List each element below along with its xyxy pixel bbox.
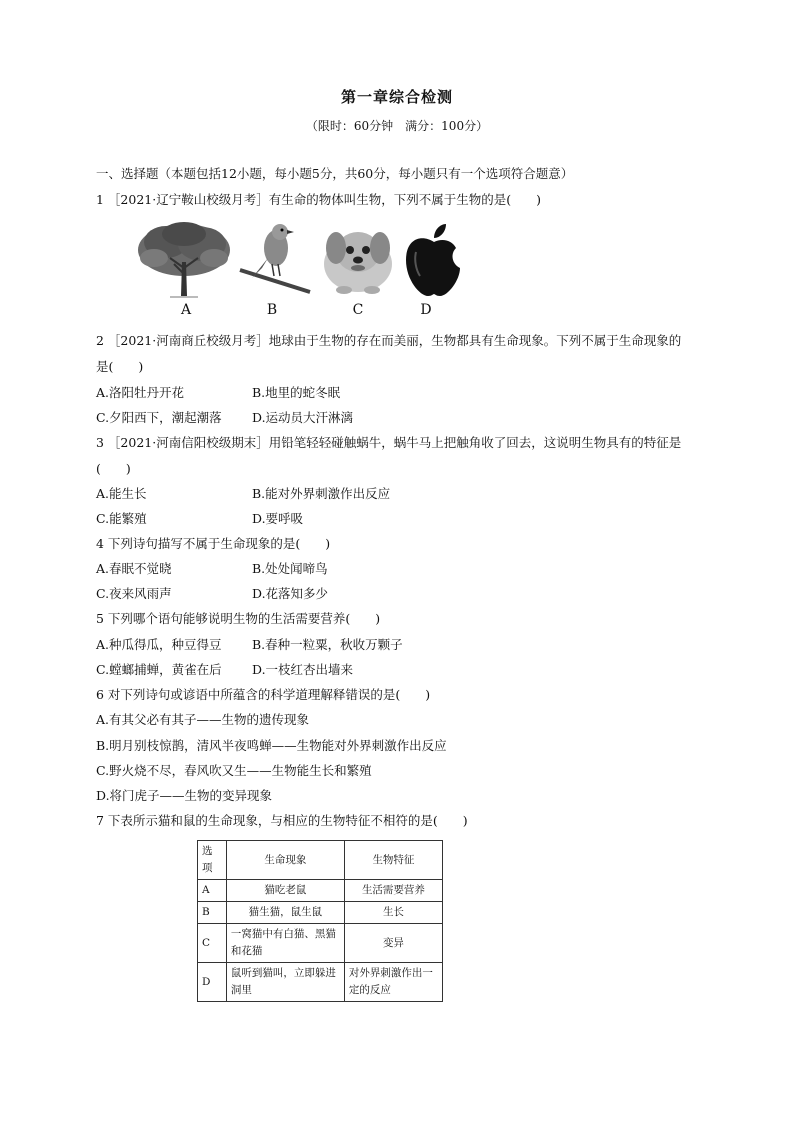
table-cell: 对外界刺激作出一定的反应 (344, 963, 442, 1002)
q6-stem: 6 对下列诗句或谚语中所蕴含的科学道理解释错误的是( ) (96, 687, 431, 702)
q2-option-c: C.夕阳西下，潮起潮落 (96, 410, 222, 425)
q2-option-b: B.地里的蛇冬眠 (252, 385, 341, 400)
q1-option-c-label: C (352, 302, 364, 318)
q4-option-c: C.夜来风雨声 (96, 586, 172, 601)
table-cell: 猫吃老鼠 (226, 880, 344, 902)
q1-option-a-image (134, 218, 218, 318)
q5-option-d: D.一枝红杏出墙来 (252, 662, 354, 677)
q1-option-b-image (238, 218, 322, 318)
table-cell: C (198, 924, 227, 963)
section-heading: 一、选择题（本题包括12小题，每小题5分，共60分，每小题只有一个选项符合题意） (96, 166, 574, 181)
table-cell: 生活需要营养 (344, 880, 442, 902)
table-cell: 生长 (344, 902, 442, 924)
q6-option-d: D.将门虎子——生物的变异现象 (96, 788, 273, 803)
q7-stem: 7 下表所示猫和鼠的生命现象，与相应的生物特征不相符的是( ) (96, 813, 468, 828)
q1-option-d-image (402, 218, 486, 318)
q3-option-c: C.能繁殖 (96, 511, 147, 526)
q5-stem: 5 下列哪个语句能够说明生物的生活需要营养( ) (96, 611, 381, 626)
q4-option-a: A.春眠不觉晓 (96, 561, 172, 576)
q1-option-b-label: B (266, 302, 278, 318)
q7-table (197, 840, 443, 1002)
table-row (198, 880, 443, 902)
table-header-cell: 生命现象 (226, 841, 344, 880)
tree-icon (134, 218, 234, 300)
dog-icon (320, 218, 396, 298)
bird-icon (238, 218, 312, 298)
q4-stem: 4 下列诗句描写不属于生命现象的是( ) (96, 536, 331, 551)
table-header-row (198, 841, 443, 880)
table-row (198, 963, 443, 1002)
q3-option-a: A.能生长 (96, 486, 147, 501)
q1-option-d-label: D (420, 302, 432, 318)
q6-option-a: A.有其父必有其子——生物的遗传现象 (96, 712, 310, 727)
time-limit-subtitle: （限时：60分钟 满分：100分） (305, 119, 489, 133)
q1-image-row (134, 218, 474, 318)
q2-stem-line1: 2 ［2021·河南商丘校级月考］地球由于生物的存在而美丽，生物都具有生命现象。下列不属于生命现象的 (96, 333, 682, 348)
table-cell: 变异 (344, 924, 442, 963)
q3-option-d: D.要呼吸 (252, 511, 304, 526)
table-cell: 猫生猫，鼠生鼠 (226, 902, 344, 924)
table-cell: 鼠听到猫叫，立即躲进洞里 (226, 963, 344, 1002)
table-cell: 一窝猫中有白猫、黑猫和花猫 (226, 924, 344, 963)
q6-option-c: C.野火烧不尽，春风吹又生——生物能生长和繁殖 (96, 763, 372, 778)
q3-option-b: B.能对外界刺激作出反应 (252, 486, 391, 501)
table-row (198, 902, 443, 924)
q5-option-c: C.螳螂捕蝉，黄雀在后 (96, 662, 222, 677)
q2-option-d: D.运动员大汗淋漓 (252, 410, 354, 425)
table-cell: A (198, 880, 227, 902)
q6-option-b: B.明月别枝惊鹊，清风半夜鸣蝉——生物能对外界刺激作出反应 (96, 738, 447, 753)
apple-logo-icon (402, 218, 466, 298)
page-title: 第一章综合检测 (340, 88, 453, 106)
q4-option-d: D.花落知多少 (252, 586, 329, 601)
q5-option-a: A.种瓜得瓜，种豆得豆 (96, 637, 222, 652)
q1-option-a-label: A (180, 302, 192, 318)
q3-stem-line2: ( ) (96, 461, 131, 476)
q5-option-b: B.春种一粒粟，秋收万颗子 (252, 637, 403, 652)
table-header-cell: 选项 (198, 841, 227, 880)
q3-stem-line1: 3 ［2021·河南信阳校级期末］用铅笔轻轻碰触蜗牛，蜗牛马上把触角收了回去，这说明生物具有的特征是 (96, 435, 682, 450)
table-row (198, 924, 443, 963)
table-cell: D (198, 963, 227, 1002)
table-header-cell: 生物特征 (344, 841, 442, 880)
q4-option-b: B.处处闻啼鸟 (252, 561, 328, 576)
q2-option-a: A.洛阳牡丹开花 (96, 385, 185, 400)
q1-stem: 1 ［2021·辽宁鞍山校级月考］有生命的物体叫生物，下列不属于生物的是( ) (96, 192, 541, 207)
q2-stem-line2: 是( ) (96, 359, 144, 374)
table-cell: B (198, 902, 227, 924)
